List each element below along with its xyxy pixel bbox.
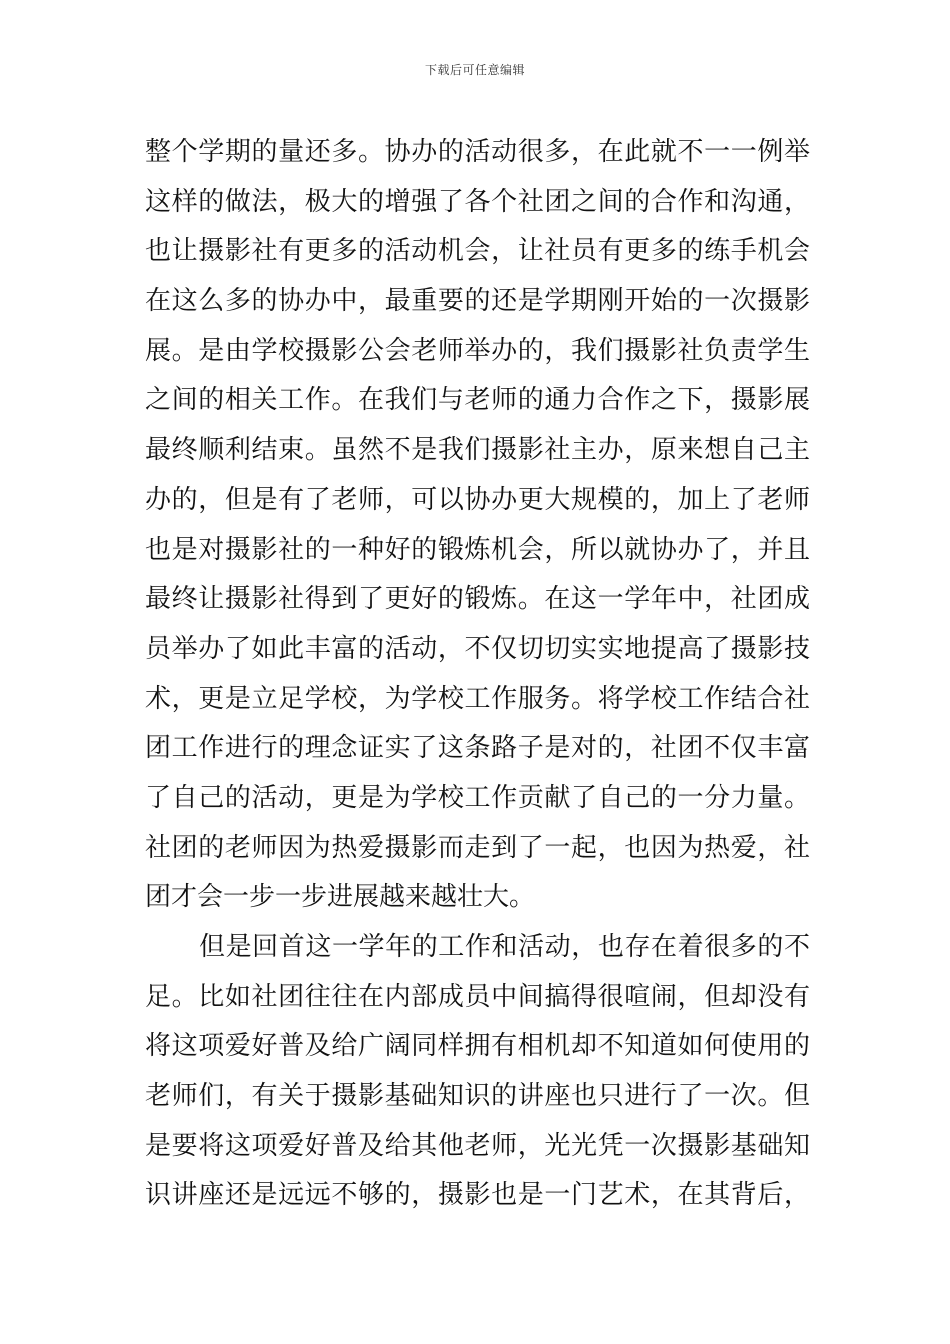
text-line: 展。是由学校摄影公会老师举办的，我们摄影社负责学生 — [145, 335, 810, 366]
text-line: 办的，但是有了老师，可以协办更大规模的，加上了老师 — [145, 484, 810, 515]
text-line: 术，更是立足学校，为学校工作服务。将学校工作结合社 — [145, 683, 810, 714]
text-line: 整个学期的量还多。协办的活动很多，在此就不一一例举 — [145, 137, 810, 167]
text-line: 这样的做法，极大的增强了各个社团之间的合作和沟通， — [145, 186, 810, 217]
text-line: 团工作进行的理念证实了这条路子是对的，社团不仅丰富 — [145, 733, 810, 764]
paragraph-start-line: 但是回首这一学年的工作和活动，也存在着很多的不 — [199, 932, 810, 962]
text-line: 最终让摄影社得到了更好的锻炼。在这一学年中，社团成 — [145, 584, 810, 615]
text-line: 老师们，有关于摄影基础知识的讲座也只进行了一次。但 — [145, 1081, 810, 1112]
text-line: 之间的相关工作。在我们与老师的通力合作之下，摄影展 — [145, 385, 810, 416]
text-line: 识讲座还是远远不够的，摄影也是一门艺术，在其背后， — [145, 1180, 810, 1211]
text-line: 也让摄影社有更多的活动机会，让社员有更多的练手机会 — [145, 236, 810, 267]
text-line: 足。比如社团往往在内部成员中间搞得很喧闹，但却没有 — [145, 981, 810, 1012]
text-line: 是要将这项爱好普及给其他老师，光光凭一次摄影基础知 — [145, 1130, 810, 1161]
text-line: 社团的老师因为热爱摄影而走到了一起，也因为热爱，社 — [145, 832, 810, 863]
text-line: 也是对摄影社的一种好的锻炼机会，所以就协办了，并且 — [145, 534, 810, 565]
text-line: 将这项爱好普及给广阔同样拥有相机却不知道如何使用的 — [145, 1031, 810, 1062]
text-line: 员举办了如此丰富的活动，不仅切切实实地提高了摄影技 — [145, 633, 810, 664]
page-header: 下载后可任意编辑 — [424, 63, 525, 77]
text-line: 了自己的活动，更是为学校工作贡献了自己的一分力量。 — [145, 782, 810, 813]
text-line: 在这么多的协办中，最重要的还是学期刚开始的一次摄影 — [145, 286, 810, 317]
text-line: 最终顺利结束。虽然不是我们摄影社主办，原来想自己主 — [145, 435, 810, 466]
body-text — [145, 128, 810, 1221]
paragraph-end-line: 团才会一步一步进展越来越壮大。 — [145, 882, 536, 913]
